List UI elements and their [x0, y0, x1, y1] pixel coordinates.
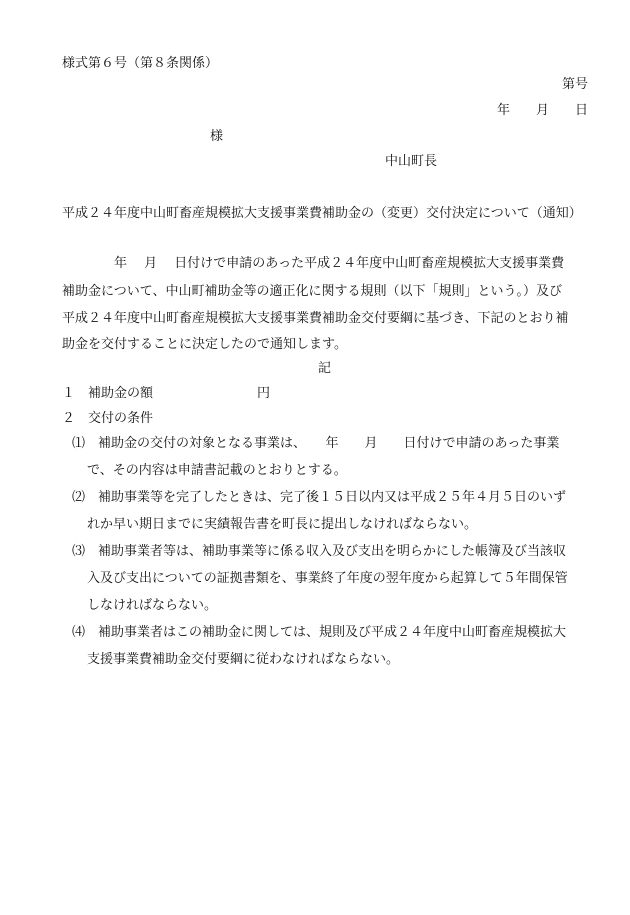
- body-line: 補助金について、中山町補助金等の適正化に関する規則（以下「規則」という。）及び: [62, 284, 562, 299]
- date-line: 年 月 日: [496, 103, 588, 118]
- item-conditions: ２ 交付の条件: [62, 411, 154, 426]
- ki-heading: 記: [318, 361, 332, 376]
- body-line: 年 月 日付けで申請のあった平成２４年度中山町畜産規模拡大支援事業費: [62, 256, 565, 271]
- condition-line: ⑶ 補助事業者等は、補助事業等に係る収入及び支出を明らかにした帳簿及び当該収: [72, 544, 567, 559]
- condition-line: ⑷ 補助事業者はこの補助金に関しては、規則及び平成２４年度中山町畜産規模拡大: [72, 625, 567, 640]
- condition-line: れか早い期日までに実績報告書を町長に提出しなければならない。: [87, 517, 478, 532]
- issuer: 中山町長: [385, 154, 438, 169]
- form-label: 様式第６号（第８条関係）: [62, 56, 219, 71]
- document-title: 平成２４年度中山町畜産規模拡大支援事業費補助金の（変更）交付決定について（通知）: [62, 206, 582, 221]
- condition-line: 入及び支出についての証拠書類を、事業終了年度の翌年度から起算して５年間保管: [87, 571, 568, 586]
- document-number: 第号: [561, 77, 588, 92]
- condition-line: ⑵ 補助事業等を完了したときは、完了後１５日以内又は平成２５年４月５日のいず: [72, 490, 567, 505]
- condition-line: しなければならない。: [87, 598, 218, 613]
- body-line: 助金を交付することに決定したので通知します。: [62, 337, 347, 352]
- item-amount: １ 補助金の額 円: [62, 386, 271, 401]
- condition-line: 支援事業費補助金交付要綱に従わなければならない。: [87, 652, 400, 667]
- condition-line: ⑴ 補助金の交付の対象となる事業は、 年 月 日付けで申請のあった事業: [72, 436, 560, 451]
- condition-line: で、その内容は申請書記載のとおりとする。: [87, 463, 347, 478]
- body-line: 平成２４年度中山町畜産規模拡大支援事業費補助金交付要綱に基づき、下記のとおり補: [62, 311, 569, 326]
- addressee: 様: [210, 129, 224, 144]
